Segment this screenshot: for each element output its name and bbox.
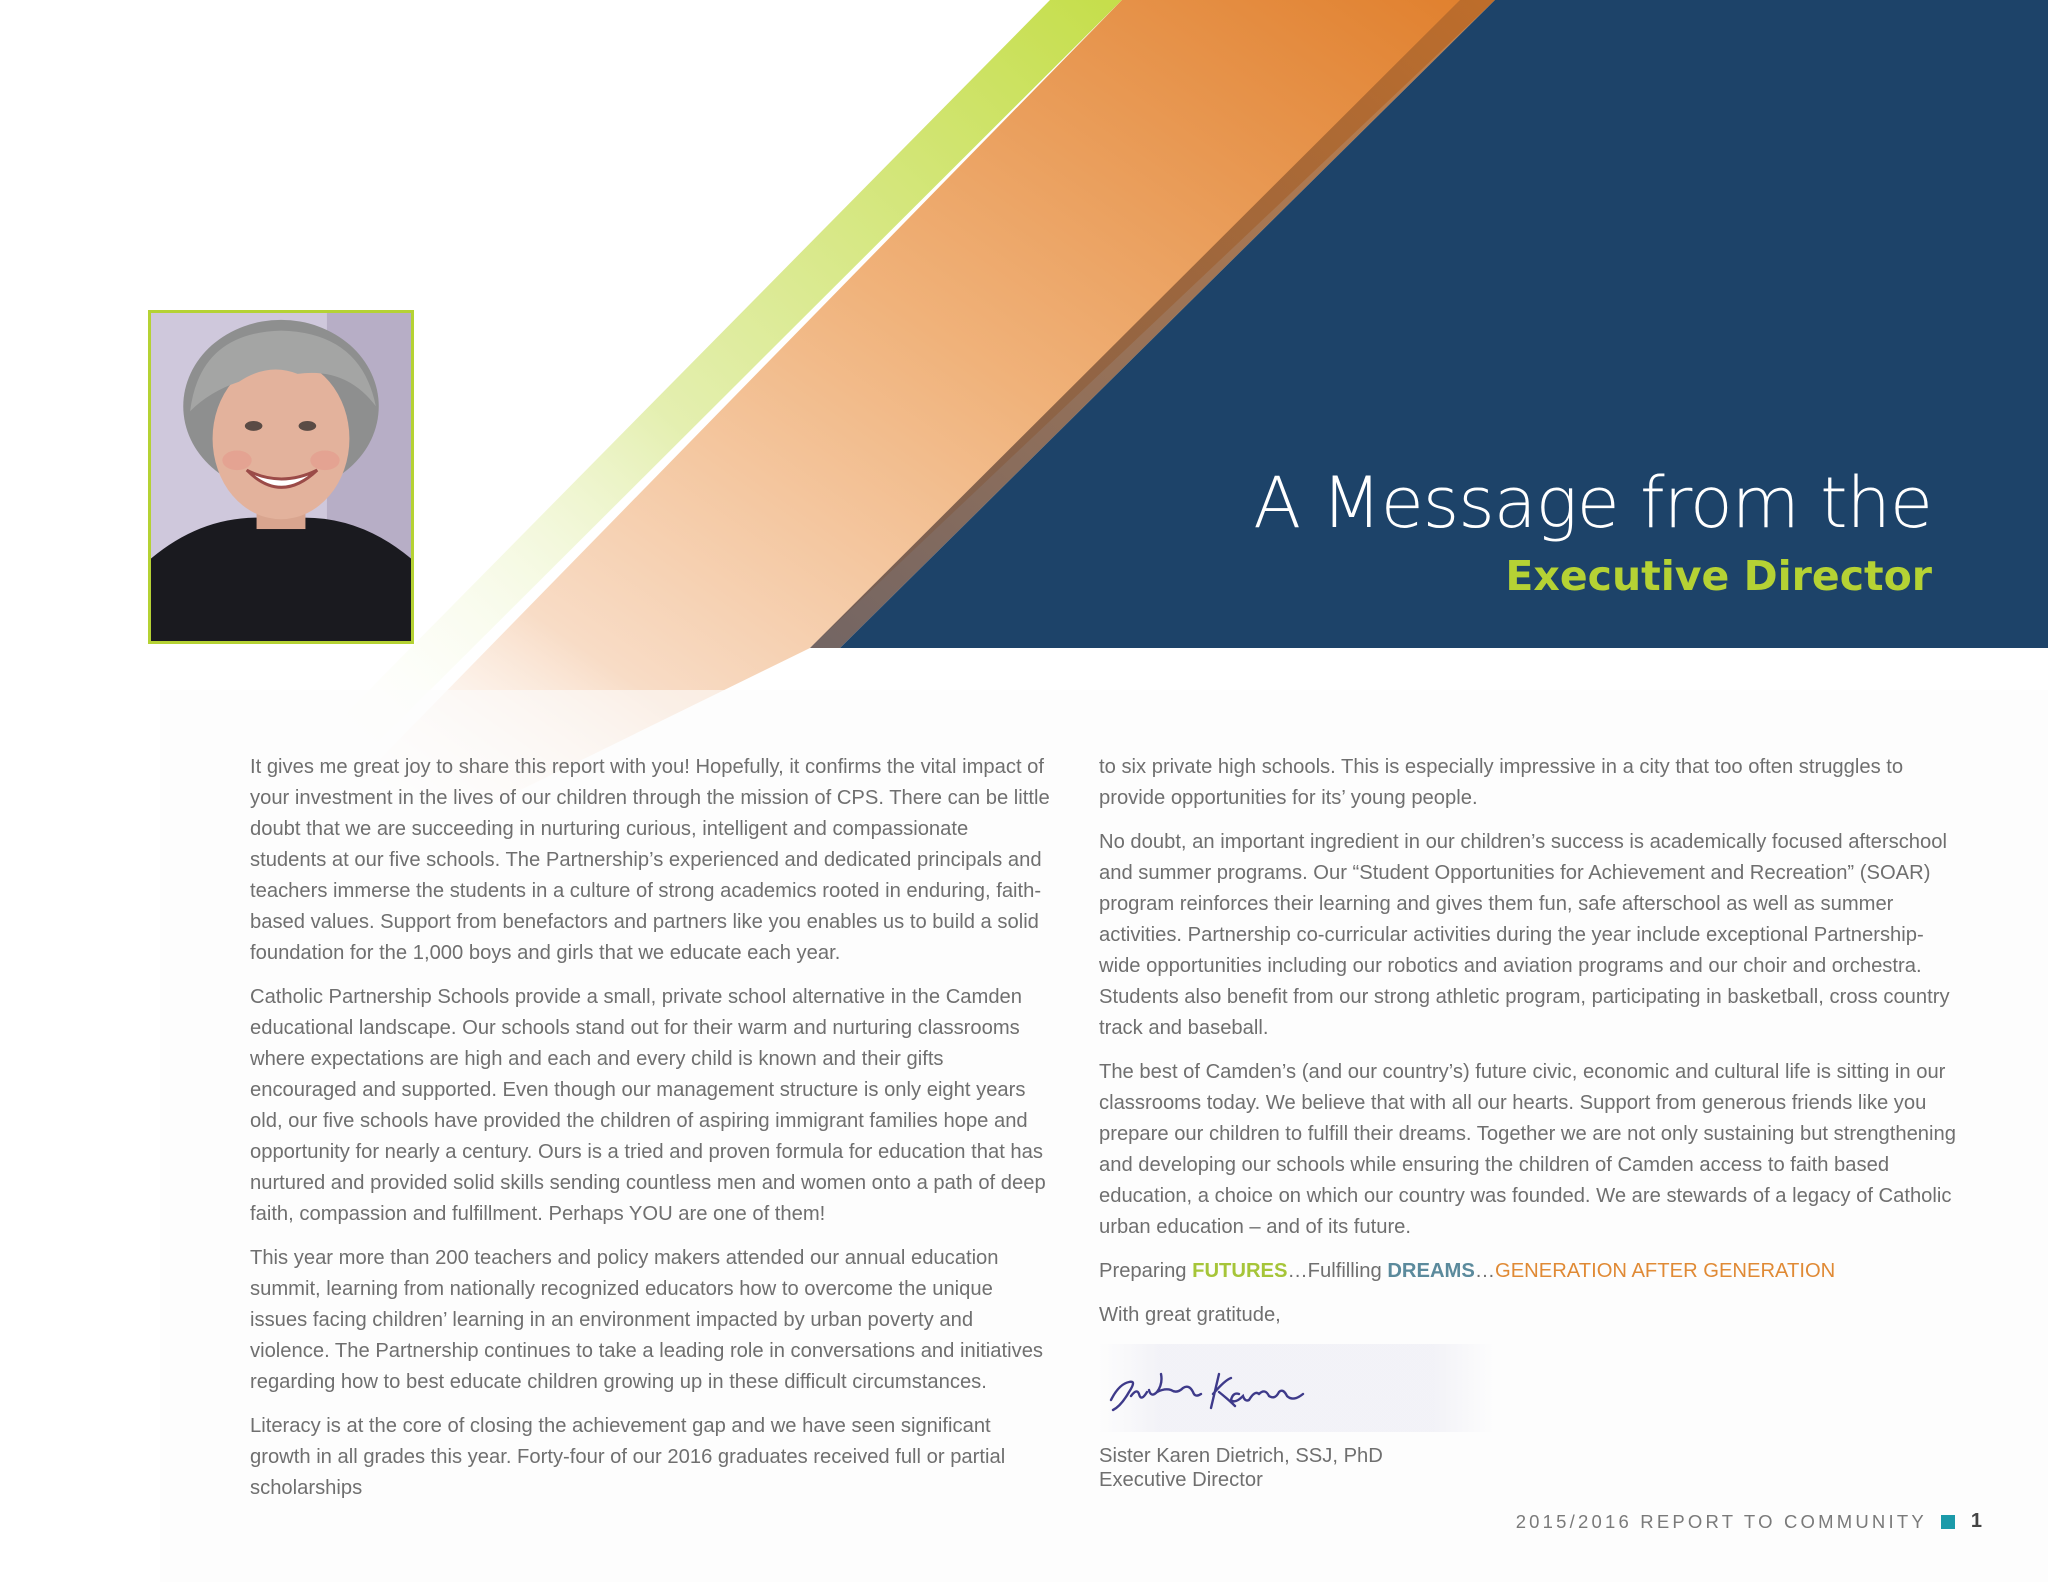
director-portrait-photo — [148, 310, 414, 644]
signature-block — [1099, 1344, 1519, 1440]
page-number: 1 — [1970, 1510, 1982, 1532]
paragraph: Literacy is at the core of closing the achievement gap and we have seen significant growth in all grades this year. Forty-four of our 2016 graduates received full or partial scholarships — [250, 1415, 1006, 1499]
tagline — [1099, 1256, 1961, 1287]
signer-name: Sister Karen Dietrich, SSJ, PhD — [1099, 1445, 1383, 1467]
page-footer — [1516, 1510, 1982, 1533]
paragraph: The best of Camden’s (and our country’s) future civic, economic and cultural life is sitting in our classrooms today. We believe that with all our hearts. Support from generous friends like you prepare our children to fulfill their dreams. Together we are not only sustaining but strengthening and developing our schools while ensuring the children of Camden access to faith based education, a choice on which our country was founded. We are stewards of a legacy of Catholic urban education – and of its future. — [1099, 1061, 1956, 1238]
page-title — [1253, 462, 1932, 600]
signer-title: Executive Director — [1099, 1469, 1263, 1491]
left-column — [250, 752, 1050, 1517]
paragraph: Catholic Partnership Schools provide a small, private school alternative in the Camden educational landscape. Our schools stand out for their warm and nurturing classrooms where expectations are high and each and every child is known and their gifts encouraged and supported. Even though our management structure is only eight years old, our five schools have provided the children of aspiring immigrant families hope and opportunity for nearly a century. Ours is a tried and proven formula for education that has nurtured and provided solid skills sending countless men and women onto a path of deep faith, compassion and fulfillment. Perhaps YOU are one of them! — [250, 986, 1046, 1225]
right-column — [1099, 752, 1961, 1492]
tagline-futures: FUTURES — [1192, 1260, 1288, 1282]
tagline-part-1: Preparing — [1099, 1260, 1193, 1282]
paragraph: to six private high schools. This is especially impressive in a city that too often struggles to provide opportunities for its’ young people. — [1099, 756, 1904, 809]
closing-line: With great gratitude, — [1099, 1304, 1281, 1326]
report-label: 2015/2016 REPORT TO COMMUNITY — [1515, 1510, 1927, 1532]
paragraph: This year more than 200 teachers and policy makers attended our annual education summit, learning from nationally recognized educators how to overcome the unique issues facing children’ learning in an environment impacted by urban poverty and violence. The Partnership continues to take a leading role in conversations and initiatives regarding how to best educate children growing up in these difficult circumstances. — [250, 1247, 1044, 1393]
title-line-2: Executive Director — [1505, 552, 1932, 600]
tagline-part-2: …Fulfilling — [1287, 1260, 1388, 1282]
handwritten-signature — [1099, 1344, 1309, 1432]
paragraph: It gives me great joy to share this report with you! Hopefully, it confirms the vital impact of your investment in the lives of our children through the mission of CPS. There can be little doubt that we are succeeding in nurturing curious, intelligent and compassionate students at our five schools. The Partnership’s experienced and dedicated principals and teachers immerse the students in a culture of strong academics rooted in enduring, faith-based values. Support from benefactors and partners like you enables us to build a solid foundation for the 1,000 boys and girls that we educate each year. — [250, 756, 1050, 964]
tagline-dreams: DREAMS — [1387, 1260, 1475, 1282]
teal-square-icon — [1941, 1515, 1955, 1529]
tagline-part-3: … — [1474, 1260, 1495, 1282]
paragraph: No doubt, an important ingredient in our children’s success is academically focused afterschool and summer programs. Our “Student Opportunities for Achievement and Recreation” (SOAR) program reinforces their learning and gives them fun, safe afterschool as well as summer activities. Partnership co-curricular activities during the year include exceptional Partnership-wide opportunities including our robotics and aviation programs and our choir and orchestra. Students also benefit from our strong athletic program, participating in basketball, cross country track and baseball. — [1099, 831, 1950, 1039]
tagline-generation: GENERATION AFTER GENERATION — [1495, 1260, 1836, 1282]
title-line-1: A Message from the — [1253, 462, 1932, 544]
